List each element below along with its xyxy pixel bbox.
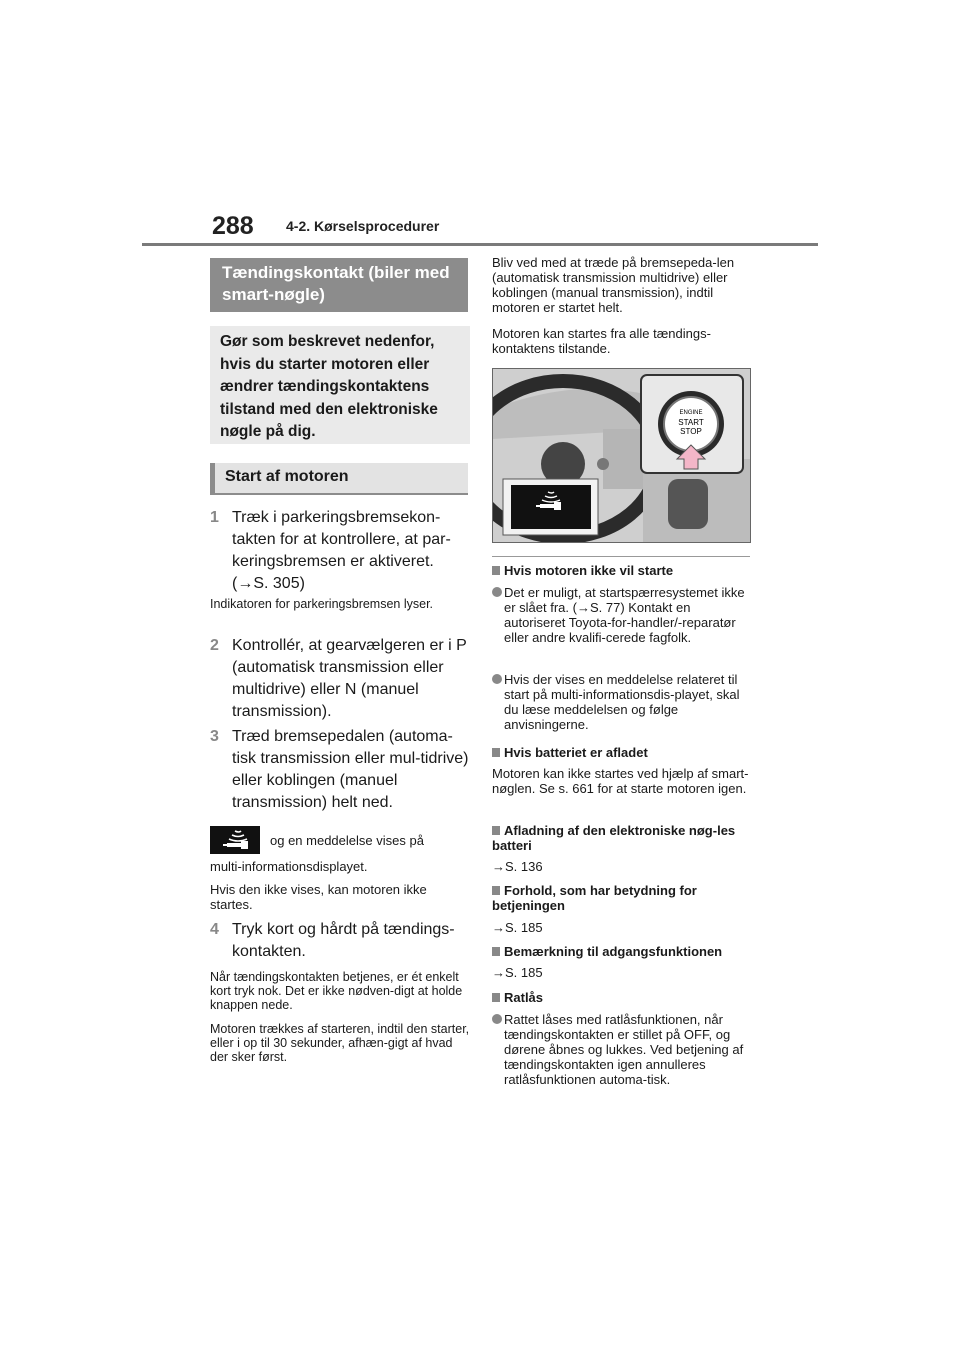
heading-text: Forhold, som har betydning for betjeningen [492,883,697,913]
heading-access [492,944,752,959]
step-text: Træk i parkeringsbremsekon-takten for at kontrollere, at par-keringsbremsen er aktiveret. (→S. 305) [232,509,451,592]
page-number: 288 [212,212,254,240]
bullet-dot-icon [492,1014,502,1024]
button-label-start: START [678,418,704,427]
ref-conditions: →S. 185 [492,920,543,935]
heading-no-start [492,563,752,578]
step-text: Kontrollér, at gearvælgeren er i P (automatisk transmission eller multidrive) eller N (manuel transmission). [232,637,467,720]
step-text: Træd bremsepedalen (automa-tisk transmission eller mul-tidrive) eller koblingen (manuel transmission) helt ned. [232,728,469,811]
divider [492,556,750,557]
section-title: 4-2. Kørselsprocedurer [286,218,440,234]
bullet-message [492,672,752,732]
key-indicator-icon [210,826,260,854]
square-bullet-icon [492,947,500,956]
square-bullet-icon [492,566,500,575]
heading-text: Bemærkning til adgangsfunktionen [504,944,723,959]
dashboard-photo [492,368,751,543]
bullet-steering-lock [492,1012,752,1087]
step-number: 3 [210,728,219,745]
subheading-start-engine: Start af motoren [210,463,468,495]
header-rule [142,243,818,246]
heading-text: Hvis motoren ikke vil starte [504,563,674,578]
square-bullet-icon [492,886,500,895]
square-bullet-icon [492,748,500,757]
heading-text: Ratlås [504,990,544,1005]
ref-access: →S. 185 [492,965,543,980]
heading-text: Hvis batteriet er afladet [504,745,648,760]
step-number: 2 [210,637,219,654]
step-text: Tryk kort og hårdt på tændings-kontakten. [232,921,455,960]
heading-battery [492,745,752,760]
square-bullet-icon [492,993,500,1002]
step-3 [210,726,472,814]
heading-steering-lock [492,990,752,1005]
step-1 [210,507,472,595]
indicator-caption: og en meddelelse vises på [270,833,424,848]
note-crank: Motoren trækkes af starteren, indtil den starter, eller i op til 30 sekunder, afhæn-gigt af hvad der sker først. [210,1022,470,1064]
not-shown-note: Hvis den ikke vises, kan motoren ikke startes. [210,882,427,912]
indicator-caption-cont: multi-informationsdisplayet. [210,859,368,874]
button-label-stop: STOP [680,427,702,436]
para-battery: Motoren kan ikke startes ved hjælp af smart-nøglen. Se s. 661 for at starte motoren igen. [492,766,749,796]
step-number: 4 [210,921,219,938]
heading-conditions [492,883,752,913]
button-label-engine: ENGINE [679,410,703,416]
para-brake: Bliv ved med at træde på bremsepeda-len (automatisk transmission multidrive) eller koblingen (manual transmission), indtil motoren er startet helt. [492,255,735,315]
bullet-immobilizer [492,585,752,645]
square-bullet-icon [492,826,500,835]
bullet-text: Rattet låses med ratlåsfunktionen, når tændingskontakten er stillet på OFF, og dørene åbnes og lukkes. Ved betjening af tændingskontakten igen annulleres ratlåsfunktionen automa-tisk. [504,1012,744,1087]
note-press: Når tændingskontakten betjenes, er ét enkelt kort tryk nok. Det er ikke nødven-digt at holde knappen nede. [210,970,463,1012]
bullet-text: Hvis der vises en meddelelse relateret til start på multi-informationsdis-playet, skal du læse meddelelsen og følge anvisningerne. [504,672,740,732]
bullet-dot-icon [492,587,502,597]
bullet-dot-icon [492,674,502,684]
para-modes: Motoren kan startes fra alle tændings-kontaktens tilstande. [492,326,711,356]
heading-key-battery [492,823,752,853]
heading-text: Afladning af den elektroniske nøg-les batteri [492,823,736,853]
intro-box: Gør som beskrevet nedenfor, hvis du starter motoren eller ændrer tændingskontaktens tilstand med den elektroniske nøgle på dig. [210,326,470,444]
step-number: 1 [210,509,219,526]
note-indicator: Indikatoren for parkeringsbremsen lyser. [210,597,434,611]
step-2 [210,635,472,723]
topic-title: Tændingskontakt (biler med smart-nøgle) [210,258,468,312]
bullet-text: Det er muligt, at startspærresystemet ikke er slået fra. (→S. 77) Kontakt en autoriseret Toyota-for-handler/-reparatør eller andre kvalifi-cerede fagfolk. [504,585,745,645]
ref-key-battery: →S. 136 [492,859,543,874]
step-4 [210,919,472,963]
